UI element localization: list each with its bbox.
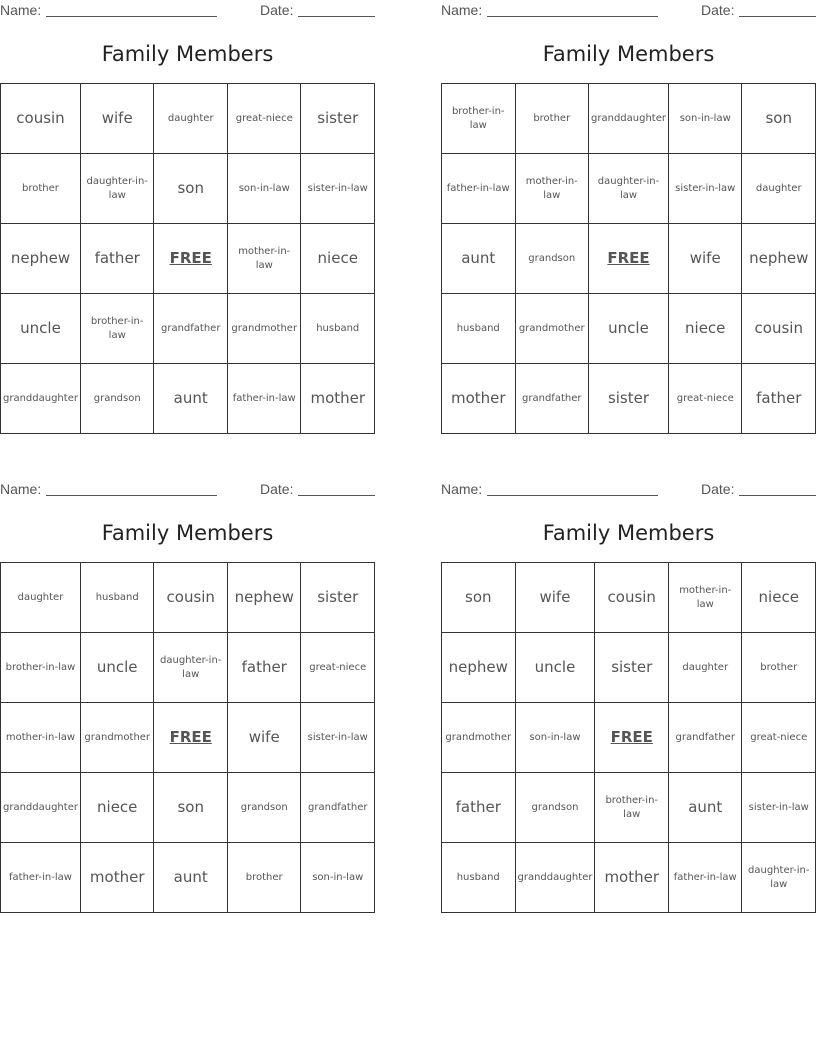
bingo-cell: cousin: [742, 294, 816, 364]
name-line: [487, 16, 658, 17]
bingo-cell: brother-in-law: [442, 84, 516, 154]
bingo-cell: sister: [301, 84, 375, 154]
bingo-cell: grandmother: [516, 294, 590, 364]
bingo-cell: wife: [669, 224, 743, 294]
bingo-cell: father: [742, 364, 816, 434]
bingo-card-3: [0, 479, 375, 919]
bingo-cell: cousin: [154, 563, 228, 633]
card-title: Family Members: [101, 42, 274, 66]
card-title: Family Members: [542, 521, 715, 545]
bingo-cell: grandfather: [669, 703, 743, 773]
bingo-cell: cousin: [1, 84, 81, 154]
bingo-cell: uncle: [81, 633, 155, 703]
bingo-cell: great-niece: [301, 633, 375, 703]
bingo-cell: brother: [742, 633, 816, 703]
bingo-cell: mother: [442, 364, 516, 434]
bingo-card-4: [441, 479, 816, 919]
bingo-cell: mother: [301, 364, 375, 434]
free-space: FREE: [154, 703, 228, 773]
bingo-cell: brother: [228, 843, 302, 913]
bingo-cell: niece: [669, 294, 743, 364]
bingo-cell: husband: [81, 563, 155, 633]
bingo-cell: son: [442, 563, 516, 633]
card-header: [441, 479, 816, 501]
date-label: Date:: [260, 2, 294, 18]
bingo-cell: sister: [301, 563, 375, 633]
bingo-cell: great-niece: [669, 364, 743, 434]
bingo-grid: [441, 562, 816, 913]
name-line: [46, 16, 217, 17]
name-label: Name:: [0, 481, 42, 497]
bingo-cell: sister-in-law: [669, 154, 743, 224]
bingo-cell: grandfather: [154, 294, 228, 364]
bingo-card-1: [0, 0, 375, 440]
bingo-cell: daughter: [154, 84, 228, 154]
bingo-grid: [0, 562, 375, 913]
bingo-cell: sister-in-law: [742, 773, 816, 843]
date-line: [739, 495, 816, 496]
bingo-cell: mother-in-law: [1, 703, 81, 773]
bingo-cell: niece: [81, 773, 155, 843]
name-line: [487, 495, 658, 496]
bingo-cell: son: [154, 154, 228, 224]
bingo-cell: wife: [228, 703, 302, 773]
bingo-cell: grandfather: [301, 773, 375, 843]
bingo-cell: brother: [1, 154, 81, 224]
bingo-cell: daughter-in-law: [154, 633, 228, 703]
bingo-grid: [441, 83, 816, 434]
bingo-cell: grandmother: [442, 703, 516, 773]
date-line: [298, 495, 375, 496]
bingo-cell: son-in-law: [301, 843, 375, 913]
bingo-cell: mother: [595, 843, 669, 913]
bingo-cell: daughter: [1, 563, 81, 633]
bingo-cell: grandson: [81, 364, 155, 434]
bingo-cell: great-niece: [228, 84, 302, 154]
bingo-card-2: [441, 0, 816, 440]
bingo-cell: husband: [442, 843, 516, 913]
bingo-cell: father-in-law: [1, 843, 81, 913]
bingo-cell: uncle: [1, 294, 81, 364]
bingo-cell: niece: [301, 224, 375, 294]
free-space: FREE: [589, 224, 669, 294]
card-title: Family Members: [542, 42, 715, 66]
bingo-cell: grandmother: [81, 703, 155, 773]
bingo-cell: grandson: [516, 224, 590, 294]
bingo-cell: mother-in-law: [669, 563, 743, 633]
bingo-cell: son-in-law: [669, 84, 743, 154]
bingo-cell: father: [228, 633, 302, 703]
bingo-cell: nephew: [1, 224, 81, 294]
name-label: Name:: [0, 2, 42, 18]
bingo-cell: sister: [589, 364, 669, 434]
bingo-cell: daughter-in-law: [589, 154, 669, 224]
bingo-cell: daughter: [742, 154, 816, 224]
bingo-cell: mother: [81, 843, 155, 913]
bingo-cell: son-in-law: [228, 154, 302, 224]
date-line: [298, 16, 375, 17]
bingo-cell: father: [442, 773, 516, 843]
bingo-cell: daughter-in-law: [742, 843, 816, 913]
free-space: FREE: [595, 703, 669, 773]
date-label: Date:: [701, 481, 735, 497]
bingo-cell: father-in-law: [442, 154, 516, 224]
bingo-cell: son: [154, 773, 228, 843]
bingo-cell: mother-in-law: [228, 224, 302, 294]
bingo-cell: brother-in-law: [81, 294, 155, 364]
bingo-cell: brother-in-law: [595, 773, 669, 843]
card-header: [0, 0, 375, 22]
bingo-cell: nephew: [442, 633, 516, 703]
bingo-grid: [0, 83, 375, 434]
name-label: Name:: [441, 481, 483, 497]
bingo-cell: aunt: [154, 843, 228, 913]
bingo-cell: son: [742, 84, 816, 154]
bingo-cell: nephew: [742, 224, 816, 294]
bingo-cell: husband: [442, 294, 516, 364]
bingo-cell: father-in-law: [228, 364, 302, 434]
date-label: Date:: [260, 481, 294, 497]
bingo-cell: wife: [516, 563, 596, 633]
bingo-cell: great-niece: [742, 703, 816, 773]
bingo-cell: grandmother: [228, 294, 302, 364]
bingo-cell: sister-in-law: [301, 703, 375, 773]
bingo-cell: grandfather: [516, 364, 590, 434]
bingo-cell: aunt: [154, 364, 228, 434]
free-space: FREE: [154, 224, 228, 294]
bingo-cell: husband: [301, 294, 375, 364]
bingo-cell: granddaughter: [1, 773, 81, 843]
bingo-cell: grandson: [516, 773, 596, 843]
name-label: Name:: [441, 2, 483, 18]
bingo-cell: granddaughter: [516, 843, 596, 913]
bingo-cell: daughter-in-law: [81, 154, 155, 224]
card-header: [0, 479, 375, 501]
date-line: [739, 16, 816, 17]
date-label: Date:: [701, 2, 735, 18]
bingo-cell: aunt: [442, 224, 516, 294]
bingo-cell: son-in-law: [516, 703, 596, 773]
card-header: [441, 0, 816, 22]
bingo-cell: nephew: [228, 563, 302, 633]
bingo-cell: granddaughter: [589, 84, 669, 154]
bingo-cell: niece: [742, 563, 816, 633]
card-title: Family Members: [101, 521, 274, 545]
bingo-cell: wife: [81, 84, 155, 154]
name-line: [46, 495, 217, 496]
bingo-cell: sister: [595, 633, 669, 703]
bingo-cell: daughter: [669, 633, 743, 703]
bingo-cell: grandson: [228, 773, 302, 843]
bingo-cell: uncle: [516, 633, 596, 703]
bingo-cell: uncle: [589, 294, 669, 364]
bingo-cell: brother-in-law: [1, 633, 81, 703]
bingo-cell: mother-in-law: [516, 154, 590, 224]
bingo-cell: cousin: [595, 563, 669, 633]
bingo-cell: sister-in-law: [301, 154, 375, 224]
bingo-cell: father-in-law: [669, 843, 743, 913]
bingo-cell: granddaughter: [1, 364, 81, 434]
bingo-cell: father: [81, 224, 155, 294]
bingo-cell: aunt: [669, 773, 743, 843]
bingo-cell: brother: [516, 84, 590, 154]
